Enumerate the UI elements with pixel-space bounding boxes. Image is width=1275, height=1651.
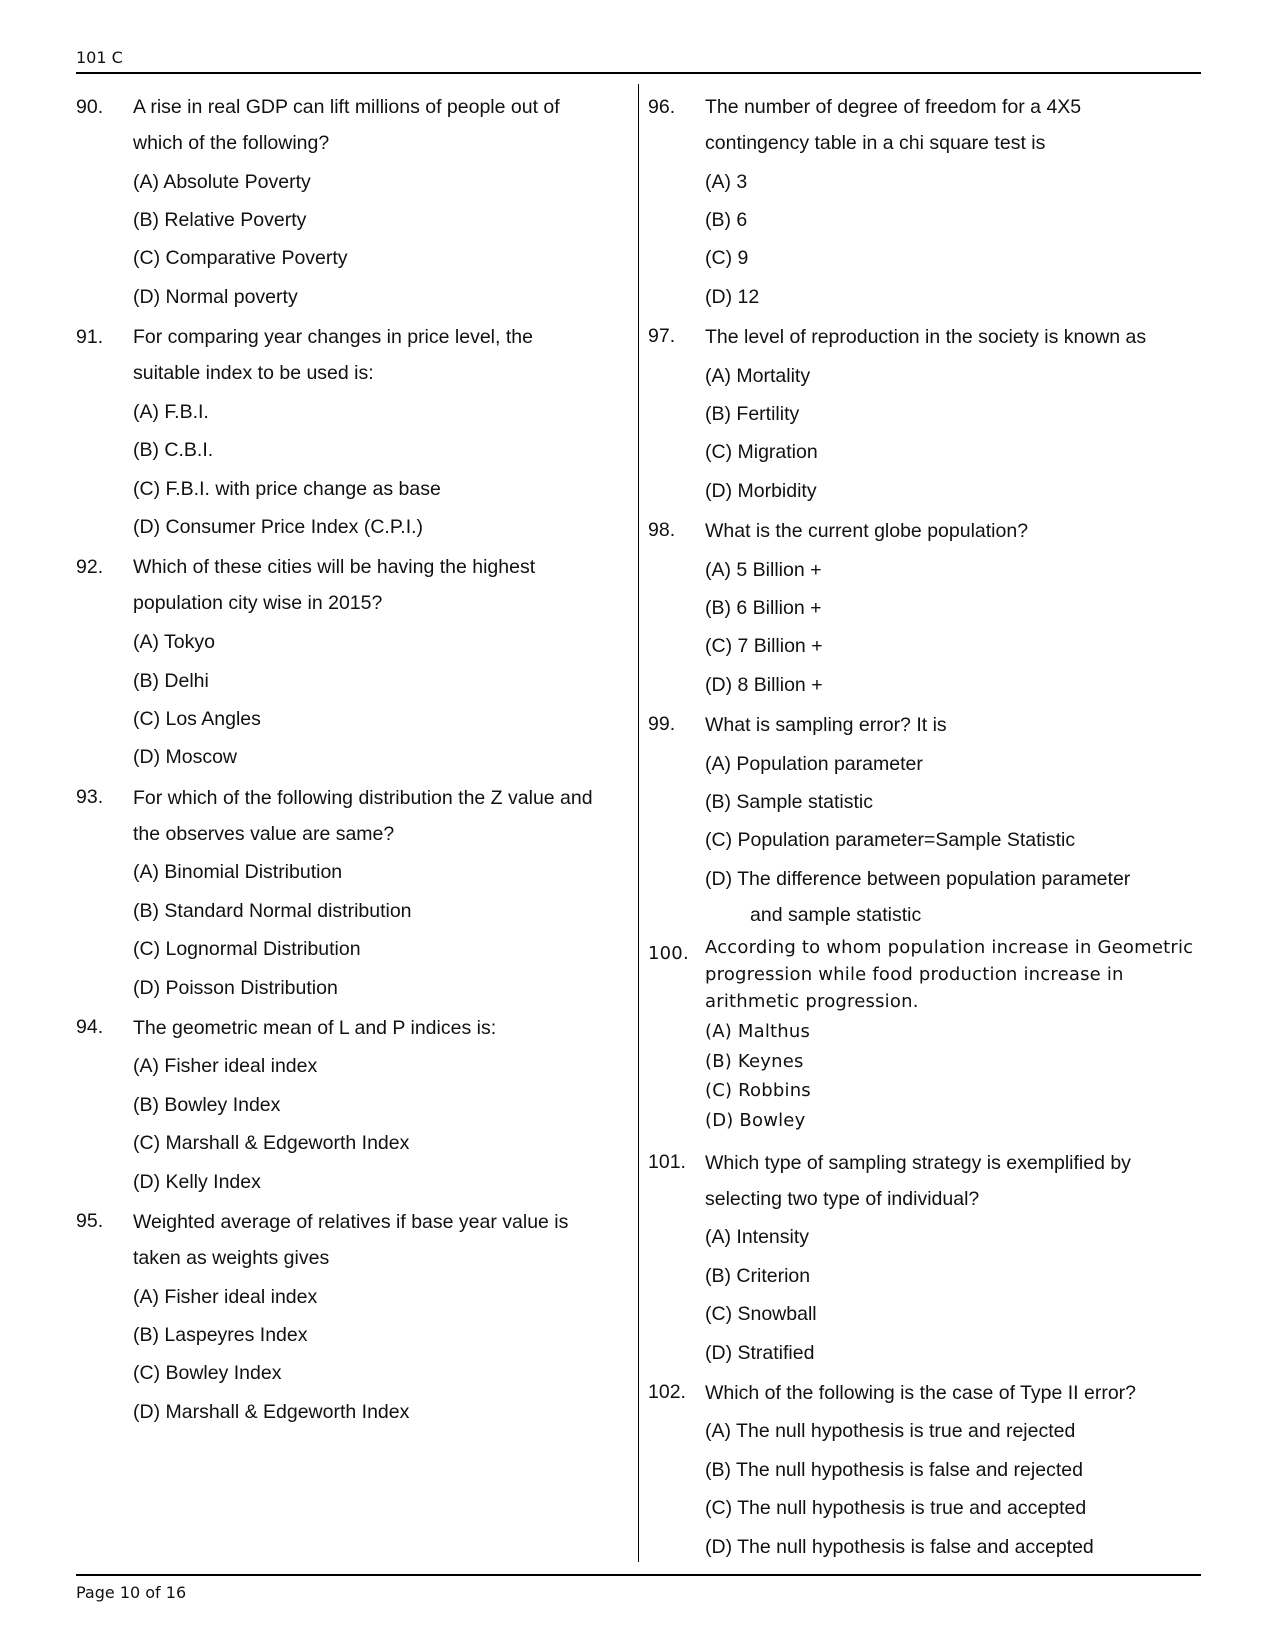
question-number: 93. [76, 786, 104, 808]
option-a: (A) 3 [705, 171, 748, 193]
question-number: 98. [648, 519, 676, 541]
option-d-continuation: and sample statistic [750, 904, 922, 926]
option-c: (C) 9 [705, 247, 749, 269]
option-b: (B) Standard Normal distribution [133, 900, 412, 922]
option-a: (A) Tokyo [133, 631, 215, 653]
question-text: which of the following? [133, 132, 330, 154]
question-number: 91. [76, 326, 104, 348]
question-text: progression while food production increase in [705, 964, 1124, 985]
option-d: (D) 12 [705, 286, 760, 308]
question-text: suitable index to be used is: [133, 362, 374, 384]
question-number: 94. [76, 1016, 104, 1038]
question-text: arithmetic progression. [705, 991, 919, 1012]
question-text: contingency table in a chi square test is [705, 132, 1046, 154]
document-code: 101 C [76, 48, 123, 67]
question-number: 97. [648, 325, 676, 347]
option-b: (B) Criterion [705, 1265, 811, 1287]
option-d: (D) Kelly Index [133, 1171, 261, 1193]
question-text: the observes value are same? [133, 823, 395, 845]
option-c: (C) Population parameter=Sample Statistic [705, 829, 1076, 851]
question-text: For which of the following distribution the Z value and [133, 787, 593, 809]
question-number: 99. [648, 713, 676, 735]
question-text: The geometric mean of L and P indices is: [133, 1017, 497, 1039]
option-a: (A) Mortality [705, 365, 811, 387]
option-d: (D) Poisson Distribution [133, 977, 338, 999]
option-d: (D) Morbidity [705, 480, 817, 502]
option-c: (C) Snowball [705, 1303, 817, 1325]
option-b: (B) Fertility [705, 403, 800, 425]
question-text: Weighted average of relatives if base year value is [133, 1211, 569, 1233]
option-a: (A) Malthus [705, 1021, 811, 1042]
option-a: (A) 5 Billion + [705, 559, 822, 581]
option-a: (A) Intensity [705, 1226, 810, 1248]
option-c: (C) Marshall & Edgeworth Index [133, 1132, 410, 1154]
option-c: (C) Lognormal Distribution [133, 938, 361, 960]
question-number: 92. [76, 556, 104, 578]
option-a: (A) F.B.I. [133, 401, 209, 423]
option-c: (C) Migration [705, 441, 818, 463]
option-a: (A) Absolute Poverty [133, 171, 311, 193]
question-number: 100. [648, 943, 689, 964]
question-number: 101. [648, 1151, 686, 1173]
option-d: (D) The null hypothesis is false and accepted [705, 1536, 1094, 1558]
question-number: 96. [648, 96, 676, 118]
option-a: (A) Fisher ideal index [133, 1055, 318, 1077]
option-d: (D) 8 Billion + [705, 674, 823, 696]
question-text: selecting two type of individual? [705, 1188, 980, 1210]
option-a: (A) The null hypothesis is true and rejected [705, 1420, 1076, 1442]
option-c: (C) 7 Billion + [705, 635, 823, 657]
option-a: (A) Binomial Distribution [133, 861, 343, 883]
option-d: (D) The difference between population parameter [705, 868, 1131, 890]
header-rule [76, 72, 1201, 74]
option-d: (D) Normal poverty [133, 286, 298, 308]
option-c: (C) Robbins [705, 1080, 811, 1101]
option-c: (C) Bowley Index [133, 1362, 282, 1384]
option-b: (B) 6 [705, 209, 748, 231]
option-b: (B) The null hypothesis is false and rejected [705, 1459, 1083, 1481]
option-a: (A) Population parameter [705, 753, 923, 775]
question-text: What is sampling error? It is [705, 714, 947, 736]
footer-rule [76, 1574, 1201, 1576]
page-number: Page 10 of 16 [76, 1583, 187, 1602]
option-c: (C) The null hypothesis is true and accepted [705, 1497, 1087, 1519]
question-text: Which of these cities will be having the highest [133, 556, 536, 578]
question-text: taken as weights gives [133, 1247, 330, 1269]
option-d: (D) Bowley [705, 1110, 806, 1131]
option-b: (B) Keynes [705, 1051, 804, 1072]
option-b: (B) Relative Poverty [133, 209, 307, 231]
question-text: What is the current globe population? [705, 520, 1029, 542]
option-d: (D) Consumer Price Index (C.P.I.) [133, 516, 424, 538]
option-b: (B) 6 Billion + [705, 597, 822, 619]
option-d: (D) Marshall & Edgeworth Index [133, 1401, 410, 1423]
question-number: 90. [76, 96, 104, 118]
question-text: Which of the following is the case of Type II error? [705, 1382, 1137, 1404]
question-text: The level of reproduction in the society is known as [705, 326, 1147, 348]
option-b: (B) Sample statistic [705, 791, 873, 813]
option-d: (D) Moscow [133, 746, 238, 768]
option-b: (B) Laspeyres Index [133, 1324, 308, 1346]
option-c: (C) Los Angles [133, 708, 261, 730]
option-d: (D) Stratified [705, 1342, 815, 1364]
option-c: (C) F.B.I. with price change as base [133, 478, 441, 500]
question-text: population city wise in 2015? [133, 592, 383, 614]
question-text: The number of degree of freedom for a 4X5 [705, 96, 1082, 118]
question-text: According to whom population increase in Geometric [705, 937, 1194, 958]
question-text: Which type of sampling strategy is exemplified by [705, 1152, 1131, 1174]
option-b: (B) C.B.I. [133, 439, 214, 461]
option-b: (B) Bowley Index [133, 1094, 281, 1116]
question-text: For comparing year changes in price level, the [133, 326, 533, 348]
option-c: (C) Comparative Poverty [133, 247, 348, 269]
option-b: (B) Delhi [133, 670, 209, 692]
question-number: 102. [648, 1381, 686, 1403]
question-text: A rise in real GDP can lift millions of people out of [133, 96, 560, 118]
option-a: (A) Fisher ideal index [133, 1286, 318, 1308]
column-divider [638, 84, 639, 1562]
question-number: 95. [76, 1210, 104, 1232]
